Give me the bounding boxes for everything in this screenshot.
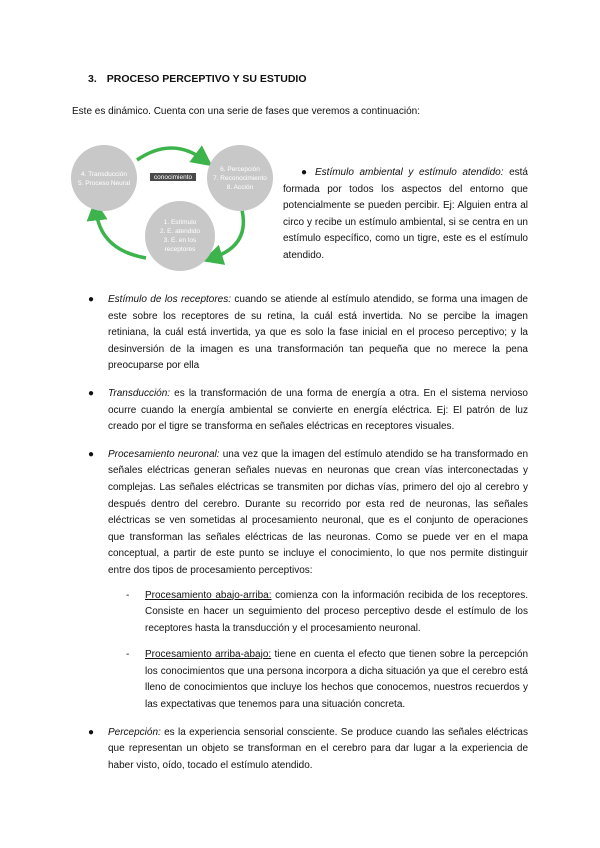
item-term: Transducción: — [108, 387, 171, 399]
circle-right-line3: 8. Acción — [226, 184, 254, 191]
bullet-icon: ● — [88, 387, 95, 399]
circle-right-line1: 6. Percepción — [220, 166, 260, 173]
section-title: PROCESO PERCEPTIVO Y SU ESTUDIO — [106, 73, 307, 85]
circle-bottom — [145, 201, 215, 271]
process-cycle-diagram — [62, 138, 292, 278]
circle-left-line1: 4. Transducción — [81, 171, 127, 178]
item-term: Estímulo de los receptores: — [108, 294, 232, 305]
stimulus-paragraph — [283, 165, 528, 264]
circle-bottom-line3: 3. E. en los — [163, 237, 197, 244]
item-text: cuando se atiende al estímulo atendido, se forma una imagen de este sobre los receptores de su retina, la cuál está invertida. No se percibe la imagen retiniana, la cuál está invertida, ya que es solo la fase inicial en el proceso perceptivo; y la desinversión de la imagen es una transformación tan pequeña que no merece la pena preocuparse por ella — [108, 294, 528, 372]
list-item — [88, 292, 528, 375]
item-text: es la experiencia sensorial consciente. Se produce cuando las señales eléctricas que representan un objeto se transforman en el cerebro para dar lugar a la experiencia de haber visto, oído, tocado el estímulo atendido. — [108, 726, 528, 771]
arrow-right — [212, 210, 243, 258]
bullet-icon: ● — [88, 448, 95, 460]
circle-left-line2: 5. Proceso Neural — [77, 180, 131, 187]
bullet-icon: ● — [88, 726, 95, 738]
circle-bottom-line1: 1. Estímulo — [163, 219, 197, 226]
sub-list-item — [108, 647, 528, 713]
section-number: 3. — [88, 73, 97, 85]
knowledge-label: conocimiento — [153, 174, 193, 181]
dash-icon: - — [126, 649, 130, 661]
sub-list — [108, 588, 528, 714]
intro-paragraph: Este es dinámico. Cuenta con una serie de fases que veremos a continuación: — [72, 106, 420, 117]
circle-bottom-line2: 2. E. atendido — [159, 228, 201, 235]
item-text: una vez que la imagen del estímulo atendido se ha transformado en señales eléctricas generan señales nuevas en neuronas que crean vías interconectadas y complejas. Las señales eléctricas se transmiten por dichas vías, primero del ojo al cerebro y después dentro del cerebro. Durante su recorrido por esta red de neuronas, las señales eléctricas se ven sometidas al procesamiento neuronal, que es el conjunto de operaciones que transforman las señales eléctricas de las neuronas. Como se puede ver en el mapa conceptual, a partir de este punto se incluye el conocimiento, lo que nos permite distinguir entre dos tipos de procesamiento perceptivos: — [108, 448, 528, 576]
sub-item-text: tiene en cuenta el efecto que tienen sobre la percepción los conocimientos que una persona incorpora a dicha situación ya que el cerebro está lleno de conocimientos que incluye los hechos que conocemos, nuestros recuerdos y las expectativas que tenemos para una situación concreta. — [145, 649, 529, 711]
list-item — [88, 725, 528, 775]
list-item — [88, 447, 528, 714]
sub-item-term: Procesamiento arriba-abajo: — [145, 649, 272, 661]
bullet-icon: ● — [88, 294, 95, 305]
arrow-left — [96, 210, 146, 258]
circle-right-line2: 7. Reconocimiento — [213, 175, 267, 182]
section-heading — [88, 73, 307, 85]
stimulus-text: está formada por todos los aspectos del entorno que potencialmente se pueden percibir. Ej: Alguien entra al circo y recibe un estímulo ambiental, si se centra en un estímulo específico, como un tigre, este es el estímulo atendido. — [283, 167, 528, 261]
arrow-top — [137, 148, 204, 160]
sub-list-item — [108, 588, 528, 638]
item-text: es la transformación de una forma de energía a otra. En el sistema nervioso ocurre cuando la energía ambiental se convierte en energía eléctrica. Ej: El patrón de luz creado por el tigre se transforma en señales eléctricas en receptores visuales. — [108, 387, 528, 433]
circle-bottom-line4: receptores — [164, 246, 196, 253]
item-term: Procesamiento neuronal: — [108, 448, 220, 460]
circle-left — [71, 145, 137, 211]
list-item — [88, 386, 528, 436]
sub-item-text: comienza con la información recibida de los receptores. Consiste en hacer un seguimiento del proceso perceptivo desde el estímulo de los receptores hasta la transducción y el procesamiento neuronal. — [145, 589, 529, 634]
dash-icon: - — [126, 589, 130, 601]
stimulus-term: Estímulo ambiental y estímulo atendido: — [315, 167, 504, 178]
process-list — [88, 292, 528, 785]
item-term: Percepción: — [108, 726, 161, 738]
sub-item-term: Procesamiento abajo-arriba: — [145, 589, 272, 601]
bullet-icon: ● — [301, 167, 308, 178]
